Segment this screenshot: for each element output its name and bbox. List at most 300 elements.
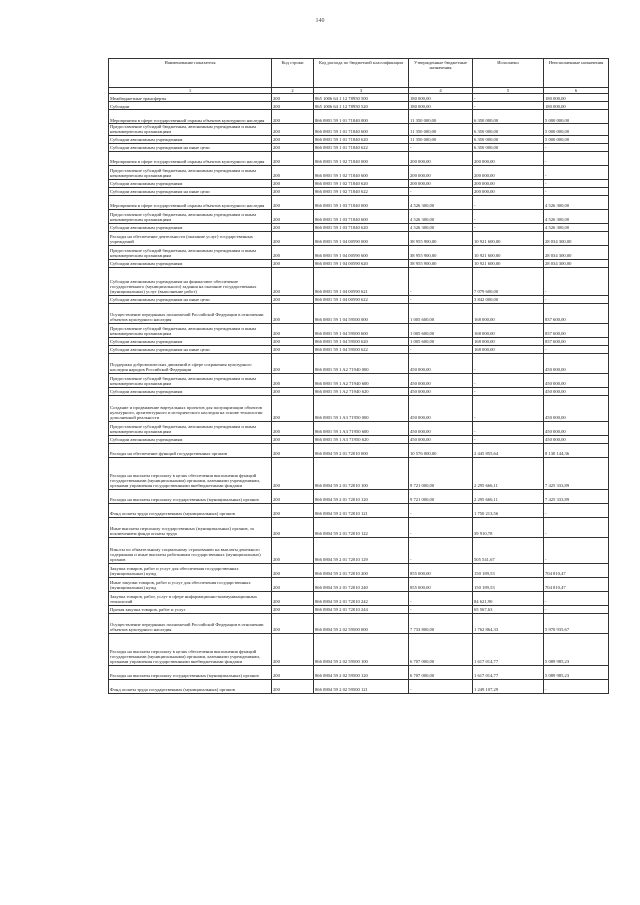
row-name: Субсидии автономным учреждениям	[109, 135, 272, 143]
row-unexecuted: 837 600,00	[544, 303, 609, 323]
row-executed: -	[473, 421, 544, 435]
row-executed: 505 541,67	[473, 537, 544, 563]
row-name: Осуществление переданных полномочий Российской Федерации в отношении объектов культурного наследия	[109, 303, 272, 323]
table-row	[109, 373, 609, 387]
row-line-code: 200	[272, 517, 314, 537]
row-approved: 9 721 000,00	[409, 489, 473, 503]
row-unexecuted: -	[544, 143, 609, 151]
budget-execution-table	[108, 58, 609, 694]
row-executed: 1 762 864,33	[473, 613, 544, 633]
row-budget-code: 866 0804 59 2 01 72010 122	[314, 517, 409, 537]
page-number: 140	[315, 18, 325, 24]
row-name: Создание и продвижение виртуальных проектов для популяризации объектов культурного, архитектурного и исторического наследия на основе технологии дополненной реальности	[109, 395, 272, 421]
row-unexecuted: 5 089 985,23	[544, 633, 609, 665]
row-executed: 10 921 600,00	[473, 245, 544, 259]
row-line-code: 200	[272, 187, 314, 195]
row-approved: 855 000,00	[409, 563, 473, 577]
row-executed: 2 295 666,11	[473, 489, 544, 503]
row-approved: -	[409, 295, 473, 303]
row-line-code: 200	[272, 245, 314, 259]
row-unexecuted: -	[544, 151, 609, 165]
table-row	[109, 605, 609, 613]
header-approved: Утвержденные бюджетные назначения	[409, 59, 473, 88]
row-line-code: 200	[272, 151, 314, 165]
row-unexecuted: 180 000,00	[544, 94, 609, 102]
row-budget-code: 866 0801 59 1 01 71840 622	[314, 143, 409, 151]
row-line-code: 200	[272, 679, 314, 693]
row-budget-code: 866 0801 59 1 A2 71940 600	[314, 373, 409, 387]
row-budget-code: 866 0804 59 2 01 72010 240	[314, 577, 409, 591]
row-executed: -	[473, 373, 544, 387]
row-executed: 65 567,63	[473, 605, 544, 613]
table-row	[109, 591, 609, 605]
row-approved: 4 526 300,00	[409, 195, 473, 209]
row-name: Фонд оплаты труда государственных (муниципальных) органов	[109, 503, 272, 517]
row-executed: -	[473, 209, 544, 223]
row-line-code: 200	[272, 231, 314, 245]
row-unexecuted: 8 130 144,36	[544, 443, 609, 457]
row-name: Расходы на обеспечение функций государственных органов	[109, 443, 272, 457]
row-name: Предоставление субсидий бюджетным, автономным учреждениям и иным некоммерческим организациям	[109, 245, 272, 259]
column-index: 6	[544, 88, 609, 94]
row-line-code: 200	[272, 591, 314, 605]
row-budget-code: 866 0804 59 2 01 72010 100	[314, 457, 409, 489]
table-row	[109, 195, 609, 209]
row-line-code: 200	[272, 195, 314, 209]
row-name: Расходы на выплаты персоналу в целях обеспечения выполнения функций государственными (муниципальными) органами, казенными учреждениями, органами управления государственными внебюджетными фондами	[109, 633, 272, 665]
row-unexecuted: 450 000,00	[544, 435, 609, 443]
row-budget-code: 866 0801 59 1 A3 71950 620	[314, 435, 409, 443]
row-line-code: 200	[272, 421, 314, 435]
table-row	[109, 94, 609, 102]
table-row	[109, 303, 609, 323]
row-unexecuted: 450 000,00	[544, 395, 609, 421]
row-name: Закупка товаров, работ, услуг в сфере информационно-коммуникационных технологий	[109, 591, 272, 605]
table-row	[109, 353, 609, 373]
row-line-code: 200	[272, 94, 314, 102]
row-unexecuted: 28 034 300,00	[544, 259, 609, 267]
table-row	[109, 267, 609, 295]
row-budget-code: 866 0801 59 1 04 59500 000	[314, 303, 409, 323]
row-approved: 450 000,00	[409, 435, 473, 443]
row-budget-code: 866 0804 59 2 01 72010 121	[314, 503, 409, 517]
row-name: Субсидии автономным учреждениям	[109, 337, 272, 345]
row-unexecuted: 4 526 300,00	[544, 195, 609, 209]
row-approved: 200 000,00	[409, 179, 473, 187]
row-unexecuted: -	[544, 605, 609, 613]
row-executed: 200 000,00	[473, 165, 544, 179]
row-executed: 200 000,00	[473, 179, 544, 187]
row-approved: 855 000,00	[409, 577, 473, 591]
row-budget-code: 866 0804 59 2 01 72010 244	[314, 605, 409, 613]
row-line-code: 200	[272, 489, 314, 503]
table-row	[109, 613, 609, 633]
header-line-code: Код строки	[272, 59, 314, 88]
row-executed: 6 350 000,00	[473, 143, 544, 151]
row-executed: 200 000,00	[473, 151, 544, 165]
column-index: 2	[272, 88, 314, 94]
row-approved: 6 707 000,00	[409, 665, 473, 679]
row-budget-code: 866 0801 59 1 A3 71950 600	[314, 421, 409, 435]
row-name: Межбюджетные трансферты	[109, 94, 272, 102]
row-name: Расходы на обеспечение деятельности (оказание услуг) государственных учреждений	[109, 231, 272, 245]
row-name: Субсидии автономным учреждениям на иные цели	[109, 295, 272, 303]
row-approved: 450 000,00	[409, 395, 473, 421]
row-name: Закупка товаров, работ и услуг для обеспечения государственных (муниципальных) нужд	[109, 563, 272, 577]
row-line-code: 200	[272, 337, 314, 345]
row-approved: 450 000,00	[409, 421, 473, 435]
row-unexecuted: -	[544, 503, 609, 517]
row-approved: 7 733 800,00	[409, 613, 473, 633]
row-budget-code: 865 1006 64 1 12 78950 520	[314, 102, 409, 110]
table-row	[109, 563, 609, 577]
row-line-code: 200	[272, 259, 314, 267]
table-row	[109, 151, 609, 165]
row-budget-code: 866 0801 59 1 04 59500 622	[314, 345, 409, 353]
row-approved: 38 955 900,00	[409, 245, 473, 259]
table-row	[109, 633, 609, 665]
row-budget-code: 866 0804 59 2 01 72010 200	[314, 563, 409, 577]
row-name: Осуществление переданных полномочий Российской Федерации в отношении объектов культурного наследия	[109, 613, 272, 633]
row-name: Предоставление субсидий бюджетным, автономным учреждениям и иным некоммерческим организациям	[109, 421, 272, 435]
row-name: Взносы по обязательному социальному страхованию на выплаты денежного содержания и иные выплаты работникам государственных (муниципальных) органов	[109, 537, 272, 563]
table-row	[109, 421, 609, 435]
row-unexecuted: 5 000 000,00	[544, 135, 609, 143]
row-line-code: 200	[272, 323, 314, 337]
row-line-code: 200	[272, 503, 314, 517]
column-index: 1	[109, 88, 272, 94]
row-name: Субсидии автономным учреждениям	[109, 259, 272, 267]
row-unexecuted: -	[544, 517, 609, 537]
row-name: Расходы на выплаты персоналу в целях обеспечения выполнения функций государственными (муниципальными) органами, казенными учреждениями, органами управления государственными внебюджетными фондами	[109, 457, 272, 489]
row-executed: 7 079 600,00	[473, 267, 544, 295]
row-executed: 1 750 213,56	[473, 503, 544, 517]
row-approved: 450 000,00	[409, 387, 473, 395]
row-unexecuted: 450 000,00	[544, 373, 609, 387]
row-budget-code: 866 0804 59 2 02 59500 000	[314, 613, 409, 633]
row-budget-code: 866 0801 59 1 01 71840 000	[314, 110, 409, 124]
table-row	[109, 337, 609, 345]
row-approved: -	[409, 605, 473, 613]
row-budget-code: 866 0801 59 1 01 71840 600	[314, 124, 409, 136]
row-name: Субсидии автономным учреждениям на финансовое обеспечение государственного (муниципального) задания на оказание государственных (муниципальных) услуг (выполнение работ)	[109, 267, 272, 295]
table-row	[109, 665, 609, 679]
row-budget-code: 866 0801 59 1 03 71840 000	[314, 195, 409, 209]
row-executed: 6 350 000,00	[473, 135, 544, 143]
row-executed: 168 000,00	[473, 337, 544, 345]
row-line-code: 200	[272, 563, 314, 577]
row-unexecuted: -	[544, 345, 609, 353]
row-name: Субсидии автономным учреждениям	[109, 223, 272, 231]
row-executed: 150 189,53	[473, 563, 544, 577]
row-unexecuted: -	[544, 187, 609, 195]
row-executed: -	[473, 435, 544, 443]
row-line-code: 200	[272, 605, 314, 613]
table-row	[109, 489, 609, 503]
row-unexecuted: 5 000 000,00	[544, 110, 609, 124]
table-row	[109, 135, 609, 143]
row-unexecuted: 4 526 300,00	[544, 223, 609, 231]
row-unexecuted: 28 034 300,00	[544, 245, 609, 259]
row-unexecuted: 450 000,00	[544, 421, 609, 435]
row-name: Предоставление субсидий бюджетным, автономным учреждениям и иным некоммерческим организациям	[109, 323, 272, 337]
row-approved: 4 526 300,00	[409, 209, 473, 223]
row-name: Субсидии	[109, 102, 272, 110]
row-approved: 180 000,00	[409, 102, 473, 110]
row-approved: 200 000,00	[409, 151, 473, 165]
row-approved: 1 005 600,00	[409, 323, 473, 337]
row-name: Мероприятия в сфере государственной охраны объектов культурного наследия	[109, 151, 272, 165]
row-executed: 10 921 600,00	[473, 259, 544, 267]
row-budget-code: 866 0801 59 1 02 71840 620	[314, 179, 409, 187]
row-approved: 11 350 000,00	[409, 124, 473, 136]
row-budget-code: 866 0801 59 1 04 00590 622	[314, 295, 409, 303]
row-line-code: 200	[272, 303, 314, 323]
row-line-code: 200	[272, 223, 314, 231]
row-approved: 10 576 000,00	[409, 443, 473, 457]
row-executed: -	[473, 94, 544, 102]
row-line-code: 200	[272, 373, 314, 387]
row-name: Мероприятия в сфере государственной охраны объектов культурного наследия	[109, 110, 272, 124]
row-approved: 11 350 000,00	[409, 110, 473, 124]
row-budget-code: 866 0804 59 2 01 72010 242	[314, 591, 409, 605]
row-executed: 1 617 014,77	[473, 633, 544, 665]
table-row	[109, 124, 609, 136]
column-index: 4	[409, 88, 473, 94]
row-executed: 3 842 000,00	[473, 295, 544, 303]
row-executed: -	[473, 102, 544, 110]
row-budget-code: 866 0801 59 1 02 71840 622	[314, 187, 409, 195]
table-row	[109, 345, 609, 353]
row-approved: -	[409, 537, 473, 563]
row-name: Расходы на выплаты персоналу государственных (муниципальных) органов	[109, 665, 272, 679]
row-executed: 200 000,00	[473, 187, 544, 195]
row-budget-code: 866 0801 59 1 02 71840 600	[314, 165, 409, 179]
row-approved: 4 526 300,00	[409, 223, 473, 231]
row-executed: -	[473, 395, 544, 421]
row-approved: 450 000,00	[409, 373, 473, 387]
table-row	[109, 503, 609, 517]
row-unexecuted: 5 970 935,67	[544, 613, 609, 633]
row-unexecuted: -	[544, 267, 609, 295]
table-row	[109, 143, 609, 151]
header-indicator-name: Наименование показателя	[109, 59, 272, 88]
column-index: 3	[314, 88, 409, 94]
row-name: Субсидии автономным учреждениям	[109, 387, 272, 395]
row-name: Субсидии автономным учреждениям на иные цели	[109, 143, 272, 151]
row-line-code: 200	[272, 143, 314, 151]
row-executed: 168 000,00	[473, 323, 544, 337]
table-row	[109, 102, 609, 110]
row-executed: -	[473, 195, 544, 209]
row-approved: -	[409, 187, 473, 195]
table-row	[109, 537, 609, 563]
row-line-code: 200	[272, 443, 314, 457]
row-line-code: 200	[272, 345, 314, 353]
table-row	[109, 323, 609, 337]
row-approved: -	[409, 267, 473, 295]
table-row	[109, 517, 609, 537]
row-executed: 6 350 000,00	[473, 124, 544, 136]
row-name: Иные закупки товаров, работ и услуг для обеспечения государственных (муниципальных) нужд	[109, 577, 272, 591]
row-name: Субсидии автономным учреждениям	[109, 179, 272, 187]
row-line-code: 200	[272, 353, 314, 373]
row-executed: 10 921 600,00	[473, 231, 544, 245]
row-unexecuted: 704 810,47	[544, 563, 609, 577]
table-row	[109, 179, 609, 187]
row-approved: -	[409, 503, 473, 517]
row-line-code: 200	[272, 165, 314, 179]
row-line-code: 200	[272, 124, 314, 136]
row-budget-code: 866 0804 59 2 01 72010 120	[314, 489, 409, 503]
row-name: Поддержка добровольческих движений в сфере сохранения культурного наследия народов Российской Федерации	[109, 353, 272, 373]
table-row	[109, 387, 609, 395]
row-line-code: 200	[272, 295, 314, 303]
row-name: Субсидии автономным учреждениям на иные цели	[109, 345, 272, 353]
row-budget-code: 866 0801 59 1 04 00590 620	[314, 259, 409, 267]
row-name: Расходы на выплаты персоналу государственных (муниципальных) органов	[109, 489, 272, 503]
row-budget-code: 866 0801 59 1 A2 71940 620	[314, 387, 409, 395]
row-executed: 2 445 855,64	[473, 443, 544, 457]
row-unexecuted: 180 000,00	[544, 102, 609, 110]
row-executed: 39 910,78	[473, 517, 544, 537]
table-row	[109, 259, 609, 267]
row-budget-code: 866 0801 59 1 04 59500 620	[314, 337, 409, 345]
table-row	[109, 679, 609, 693]
row-executed: -	[473, 223, 544, 231]
row-budget-code: 866 0801 59 1 04 00590 621	[314, 267, 409, 295]
row-budget-code: 866 0801 59 1 04 00590 000	[314, 231, 409, 245]
row-line-code: 200	[272, 110, 314, 124]
table-row	[109, 457, 609, 489]
table-row	[109, 435, 609, 443]
row-budget-code: 866 0801 59 1 A2 71940 000	[314, 353, 409, 373]
row-approved: 450 000,00	[409, 353, 473, 373]
row-line-code: 200	[272, 665, 314, 679]
row-name: Субсидии автономным учреждениям	[109, 435, 272, 443]
row-executed: 84 621,90	[473, 591, 544, 605]
row-executed: 2 295 666,11	[473, 457, 544, 489]
table-row	[109, 110, 609, 124]
table-row	[109, 223, 609, 231]
table-row	[109, 231, 609, 245]
row-approved: 11 350 000,00	[409, 135, 473, 143]
row-name: Предоставление субсидий бюджетным, автономным учреждениям и иным некоммерческим организациям	[109, 165, 272, 179]
row-unexecuted: 28 034 300,00	[544, 231, 609, 245]
row-line-code: 200	[272, 633, 314, 665]
row-unexecuted: 450 000,00	[544, 353, 609, 373]
row-executed: 168 000,00	[473, 303, 544, 323]
row-approved: 38 955 900,00	[409, 259, 473, 267]
row-name: Предоставление субсидий бюджетным, автономным учреждениям и иным некоммерческим организациям	[109, 124, 272, 136]
row-unexecuted: 450 000,00	[544, 387, 609, 395]
row-line-code: 200	[272, 209, 314, 223]
row-unexecuted: 7 425 333,89	[544, 457, 609, 489]
row-unexecuted: -	[544, 591, 609, 605]
row-approved: -	[409, 143, 473, 151]
row-unexecuted: 7 425 333,89	[544, 489, 609, 503]
row-approved: 200 000,00	[409, 165, 473, 179]
row-approved: 38 955 900,00	[409, 231, 473, 245]
row-unexecuted: 704 810,47	[544, 577, 609, 591]
row-unexecuted: 837 600,00	[544, 323, 609, 337]
row-executed: 1 249 107,29	[473, 679, 544, 693]
row-line-code: 200	[272, 613, 314, 633]
row-unexecuted: -	[544, 295, 609, 303]
row-approved: -	[409, 517, 473, 537]
row-line-code: 200	[272, 387, 314, 395]
row-unexecuted: -	[544, 679, 609, 693]
row-budget-code: 866 0801 59 1 A3 71950 000	[314, 395, 409, 421]
table-header	[109, 59, 609, 94]
row-unexecuted: 5 000 000,00	[544, 124, 609, 136]
row-budget-code: 866 0804 59 2 01 72010 000	[314, 443, 409, 457]
row-name: Предоставление субсидий бюджетным, автономным учреждениям и иным некоммерческим организациям	[109, 209, 272, 223]
row-line-code: 200	[272, 267, 314, 295]
row-budget-code: 866 0801 59 1 02 71840 000	[314, 151, 409, 165]
row-budget-code: 866 0801 59 1 03 71840 600	[314, 209, 409, 223]
row-unexecuted: 5 089 985,23	[544, 665, 609, 679]
table-row	[109, 165, 609, 179]
row-budget-code: 866 0804 59 2 02 59500 121	[314, 679, 409, 693]
row-line-code: 200	[272, 457, 314, 489]
table-row	[109, 443, 609, 457]
row-line-code: 200	[272, 537, 314, 563]
row-budget-code: 866 0801 59 1 04 00590 600	[314, 245, 409, 259]
row-executed: 6 350 000,00	[473, 110, 544, 124]
row-line-code: 200	[272, 179, 314, 187]
row-executed: 150 189,53	[473, 577, 544, 591]
table-row	[109, 395, 609, 421]
row-line-code: 200	[272, 395, 314, 421]
row-budget-code: 866 0801 59 1 04 59500 600	[314, 323, 409, 337]
row-budget-code: 866 0801 59 1 03 71840 620	[314, 223, 409, 231]
row-executed: 1 617 014,77	[473, 665, 544, 679]
row-unexecuted: -	[544, 179, 609, 187]
table-row	[109, 209, 609, 223]
row-name: Субсидии автономным учреждениям на иные цели	[109, 187, 272, 195]
table-row	[109, 187, 609, 195]
header-unexecuted: Неисполненные назначения	[544, 59, 609, 88]
row-approved: -	[409, 591, 473, 605]
table-row	[109, 577, 609, 591]
row-name: Фонд оплаты труда государственных (муниципальных) органов	[109, 679, 272, 693]
table-row	[109, 245, 609, 259]
row-executed: -	[473, 353, 544, 373]
table-row	[109, 295, 609, 303]
row-budget-code: 866 0804 59 2 02 59500 120	[314, 665, 409, 679]
row-approved: -	[409, 679, 473, 693]
header-budget-code: Код расхода по бюджетной классификации	[314, 59, 409, 88]
row-approved: 1 005 600,00	[409, 303, 473, 323]
header-executed: Исполнено	[473, 59, 544, 88]
row-executed: 168 000,00	[473, 345, 544, 353]
row-approved: 1 005 600,00	[409, 337, 473, 345]
row-name: Прочая закупка товаров, работ и услуг	[109, 605, 272, 613]
table-body	[109, 94, 609, 694]
row-budget-code: 866 0801 59 1 01 71840 620	[314, 135, 409, 143]
row-line-code: 200	[272, 102, 314, 110]
row-line-code: 200	[272, 435, 314, 443]
row-line-code: 200	[272, 135, 314, 143]
row-unexecuted: 4 526 300,00	[544, 209, 609, 223]
row-approved: 180 000,00	[409, 94, 473, 102]
row-approved: 9 721 000,00	[409, 457, 473, 489]
row-approved: 6 707 000,00	[409, 633, 473, 665]
row-name: Предоставление субсидий бюджетным, автономным учреждениям и иным некоммерческим организациям	[109, 373, 272, 387]
row-budget-code: 865 1006 64 1 12 78950 500	[314, 94, 409, 102]
row-budget-code: 866 0804 59 2 01 72010 129	[314, 537, 409, 563]
